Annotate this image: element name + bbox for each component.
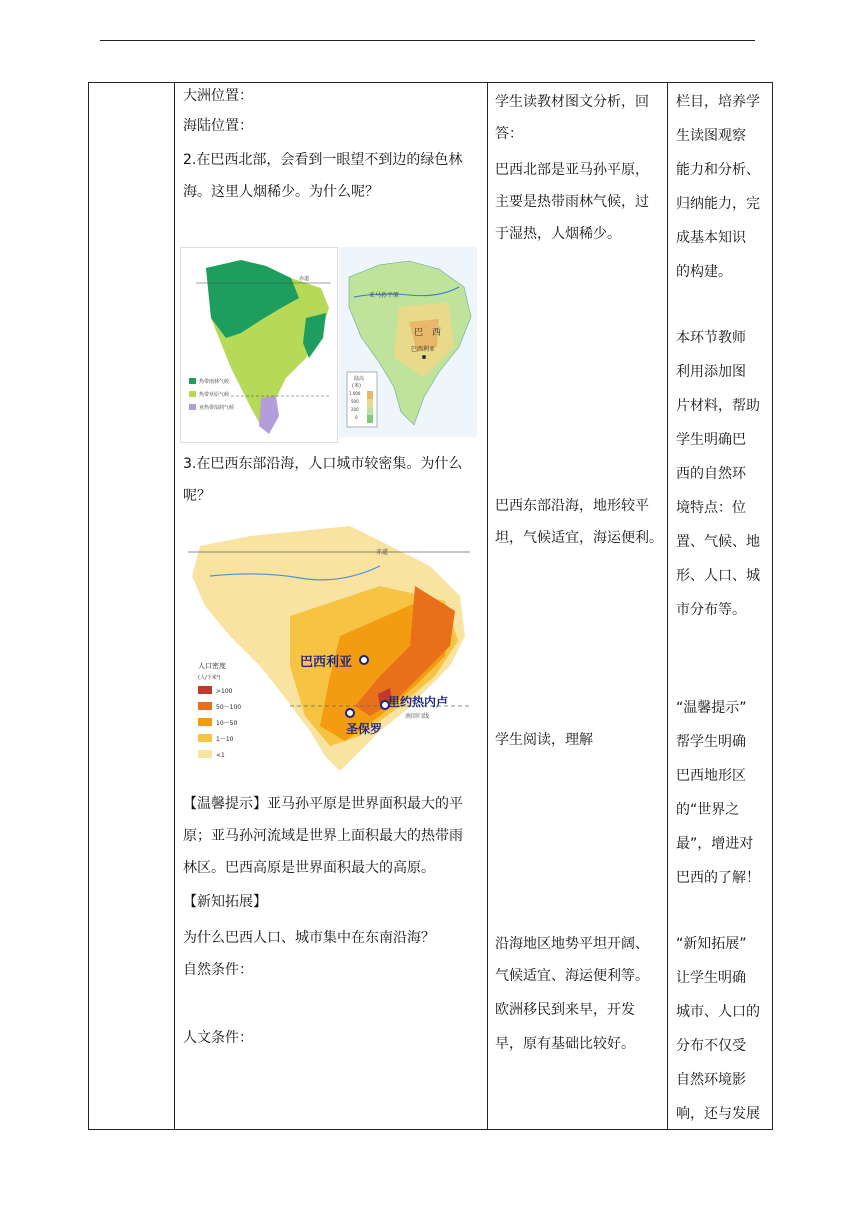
answer-text: 坦，气候适宜，海运便利。	[495, 530, 663, 546]
svg-text:50～100: 50～100	[216, 704, 242, 711]
extension-question: 为什么巴西人口、城市集中在东南沿海？	[183, 930, 435, 946]
equator-label: 赤道	[376, 549, 389, 556]
intent-line: 响，还与发展	[676, 1106, 760, 1122]
answer-text: 巴西东部沿海，地形较平	[495, 498, 649, 514]
intent-line: 生读图观察	[676, 128, 746, 144]
saopaulo-label: 圣保罗	[346, 722, 383, 736]
rainforest-coast	[303, 313, 326, 358]
header-rule	[100, 40, 755, 41]
rio-label: 里约热内卢	[388, 695, 449, 709]
legend-title: 陆高	[354, 376, 365, 382]
svg-text:1～10: 1～10	[216, 736, 234, 743]
intent-line: 西的自然环	[676, 466, 746, 482]
intent-line: 境特点：位	[676, 500, 746, 516]
intent-line: 巴西地形区	[676, 768, 746, 784]
question-3-line: 3.在巴西东部沿海，人口城市较密集。为什么	[183, 456, 463, 472]
city-label: 巴西利亚	[411, 346, 436, 353]
question-2-line: 2.在巴西北部，会看到一眼望不到边的绿色林	[183, 152, 463, 168]
answer-text: 学生阅读，理解	[495, 732, 593, 748]
extension-title: 【新知拓展】	[183, 894, 267, 910]
legend-unit: (米)	[352, 383, 361, 389]
intent-line: 利用添加图	[676, 364, 746, 380]
tip-line: 林区。巴西高原是世界面积最大的高原。	[183, 860, 435, 876]
legend-swatch	[189, 404, 196, 410]
legend-swatch	[189, 378, 196, 384]
population-density-map	[180, 516, 478, 778]
svg-text:1 000: 1 000	[349, 391, 361, 396]
intent-line: 学生明确巴	[676, 432, 746, 448]
natural-conditions-label: 自然条件：	[183, 962, 253, 978]
tip-line: 原；亚马孙河流域是世界上面积最大的热带雨	[183, 828, 463, 844]
intent-line: 最”，增进对	[676, 836, 754, 852]
answer-text: 学生读教材图文分析，回	[495, 94, 649, 110]
answer-text: 于湿热，人烟稀少。	[495, 226, 621, 242]
intent-line: 的构建。	[676, 264, 732, 280]
intent-line: 自然环境影	[676, 1072, 746, 1088]
intent-line: 形、人口、城	[676, 568, 760, 584]
brasilia-label: 巴西利亚	[300, 655, 353, 670]
answer-text: 沿海地区地势平坦开阔、	[495, 936, 649, 952]
intent-line: 归纳能力，完	[676, 196, 760, 212]
svg-text:200: 200	[351, 407, 359, 412]
column-divider	[174, 82, 175, 1130]
intent-line: 让学生明确	[676, 970, 746, 986]
question-2-line: 海。这里人烟稀少。为什么呢？	[183, 184, 379, 200]
continent-position-label: 大洲位置：	[183, 88, 253, 104]
intent-line: 市分布等。	[676, 602, 746, 618]
intent-line: 栏目，培养学	[676, 94, 760, 110]
plateau-label: 巴	[414, 328, 424, 338]
svg-text:0: 0	[355, 415, 358, 420]
svg-text:<1: <1	[216, 752, 225, 759]
answer-text: 答：	[495, 126, 523, 142]
intent-line: 城市、人口的	[676, 1004, 760, 1020]
land-sea-position-label: 海陆位置：	[183, 118, 253, 134]
svg-text:10～50: 10～50	[216, 720, 238, 727]
intent-line: 帮学生明确	[676, 734, 746, 750]
answer-text: 早，原有基础比较好。	[495, 1036, 635, 1052]
tropic-label: 南回归线	[405, 713, 430, 720]
plateau-label: 西	[432, 328, 442, 338]
density-legend-title: 人口密度	[198, 662, 226, 670]
svg-text:500: 500	[351, 399, 359, 404]
subtropical-region	[259, 396, 279, 434]
column-divider	[667, 82, 668, 1130]
svg-text:>100: >100	[216, 688, 233, 695]
plain-label: 亚马孙平原	[369, 292, 400, 299]
intent-line: 的“世界之	[676, 802, 740, 818]
legend-savanna: 热带草原气候	[199, 392, 230, 398]
intent-line: 巴西的了解！	[676, 870, 760, 886]
intent-line: 能力和分析、	[676, 162, 760, 178]
intent-line: 成基本知识	[676, 230, 746, 246]
intent-line: 分布不仅受	[676, 1038, 746, 1054]
human-conditions-label: 人文条件：	[183, 1030, 253, 1046]
answer-text: 巴西北部是亚马孙平原，	[495, 162, 649, 178]
intent-line: 本环节教师	[676, 330, 746, 346]
city-marker	[422, 355, 426, 359]
saopaulo-marker	[346, 709, 354, 717]
intent-line: 置、气候、地	[676, 534, 760, 550]
climate-map	[180, 247, 338, 443]
answer-text: 欧洲移民到来早，开发	[495, 1002, 635, 1018]
intent-line: “新知拓展”	[676, 936, 747, 952]
density-legend-unit: (人/千米²)	[198, 675, 221, 681]
legend-subtropical: 亚热带湿润气候	[199, 405, 235, 411]
question-3-line: 呢？	[183, 488, 211, 504]
intent-line: “温馨提示”	[676, 700, 747, 716]
brasilia-marker	[360, 656, 368, 664]
terrain-map	[339, 247, 477, 437]
answer-text: 主要是热带雨林气候，过	[495, 194, 649, 210]
legend-rainforest: 热带雨林气候	[199, 379, 230, 385]
intent-line: 片材料，帮助	[676, 398, 760, 414]
tip-line: 【温馨提示】亚马孙平原是世界面积最大的平	[183, 796, 463, 812]
answer-text: 气候适宜、海运便利等。	[495, 968, 649, 984]
legend-swatch	[189, 391, 196, 397]
column-divider	[487, 82, 488, 1130]
equator-label: 赤道	[299, 276, 310, 282]
